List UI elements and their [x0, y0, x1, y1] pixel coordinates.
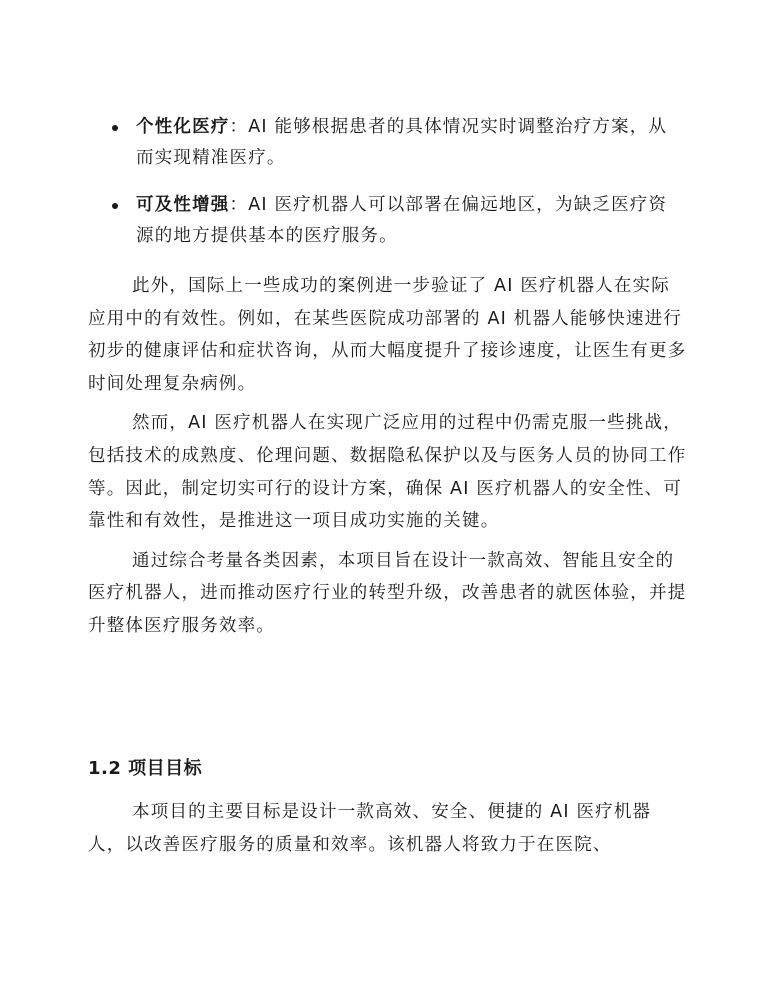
bullet-dot-icon [112, 125, 118, 131]
paragraph-challenges: 然而，AI 医疗机器人在实现广泛应用的过程中仍需克服一些挑战，包括技术的成熟度、伦理问题、数据隐私保护以及与医务人员的协同工作等。因此，制定切实可行的设计方案，确保 AI 医疗机器人的安全性、可靠性和有效性，是推进这一项目成功实施的关键。 [88, 413, 687, 532]
paragraph-project-aim: 通过综合考量各类因素，本项目旨在设计一款高效、智能且安全的医疗机器人，进而推动医疗行业的转型升级，改善患者的就医体验，并提升整体医疗服务效率。 [88, 550, 687, 636]
feature-bullet-list [110, 112, 670, 268]
section-body [88, 796, 688, 868]
bullet-item-personalized-medicine [110, 112, 670, 174]
bullet-item-accessibility [110, 190, 670, 252]
bullet-term: 可及性增强 [136, 195, 230, 215]
bullet-dot-icon [112, 203, 118, 209]
section-heading: 1.2 项目目标 [88, 758, 203, 779]
paragraph-case-studies: 此外，国际上一些成功的案例进一步验证了 AI 医疗机器人在实际应用中的有效性。例如，在某些医院成功部署的 AI 机器人能够快速进行初步的健康评估和症状咨询，从而大幅度提升了接诊速度，让医生有更多时间处理复杂病例。 [88, 276, 687, 394]
bullet-term: 个性化医疗 [136, 117, 230, 137]
body-paragraphs [88, 270, 688, 650]
bullet-text: ：AI 医疗机器人可以部署在偏远地区，为缺乏医疗资源的地方提供基本的医疗服务。 [136, 195, 668, 246]
bullet-text: ：AI 能够根据患者的具体情况实时调整治疗方案，从而实现精准医疗。 [136, 117, 668, 168]
paragraph-project-goals: 本项目的主要目标是设计一款高效、安全、便捷的 AI 医疗机器人，以改善医疗服务的质量和效率。该机器人将致力于在医院、 [88, 802, 652, 855]
